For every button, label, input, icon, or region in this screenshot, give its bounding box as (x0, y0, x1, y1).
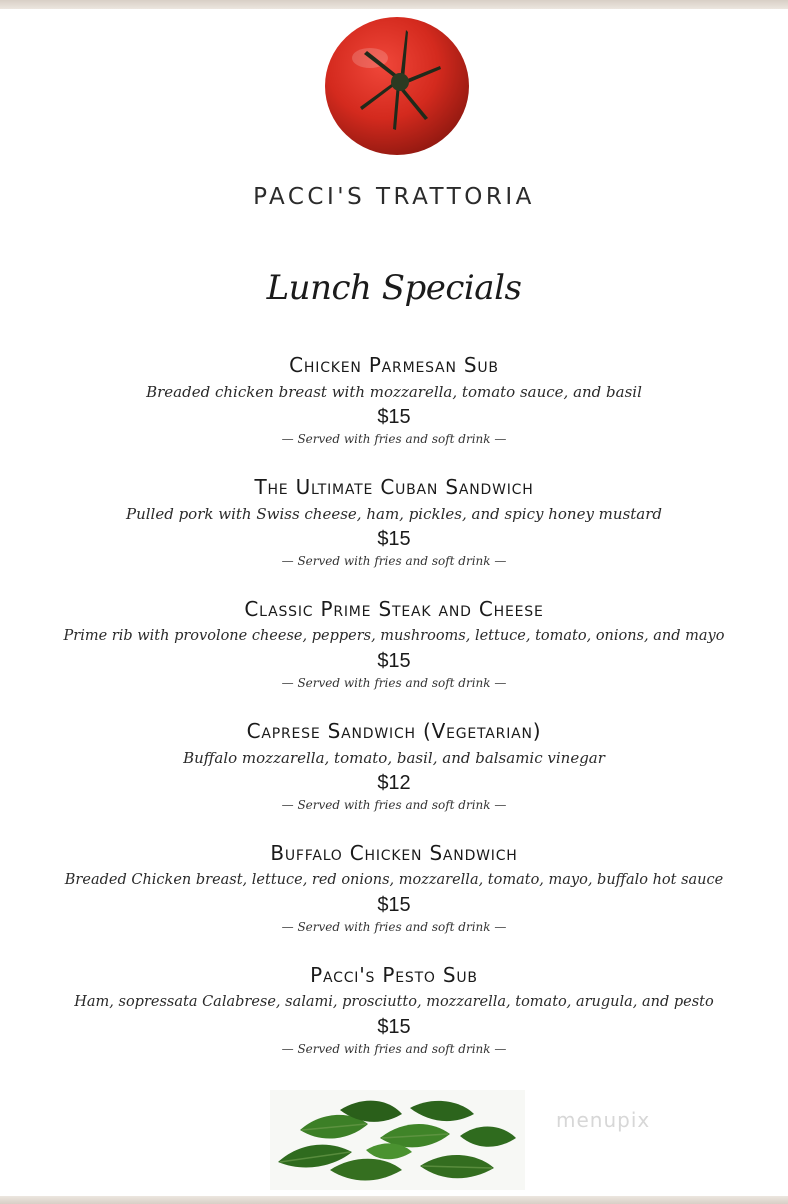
item-price: $15 (377, 894, 411, 916)
menu-item (0, 596, 788, 693)
item-price: $15 (377, 528, 411, 550)
item-price: $15 (377, 650, 411, 672)
item-description: Prime rib with provolone cheese, peppers, mushrooms, lettuce, tomato, onions, and mayo (63, 628, 725, 644)
item-price: $12 (377, 772, 411, 794)
tomato-icon (322, 10, 472, 158)
item-description: Pulled pork with Swiss cheese, ham, pickles, and spicy honey mustard (125, 505, 663, 523)
watermark: menupix (556, 1108, 651, 1132)
item-name: Buffalo Chicken Sandwich (270, 841, 518, 865)
item-note: — Served with fries and soft drink — (281, 1042, 507, 1056)
item-name: Chicken Parmesan Sub (289, 353, 499, 377)
item-name: Caprese Sandwich (Vegetarian) (246, 719, 542, 743)
menu-item (0, 352, 788, 449)
item-note: — Served with fries and soft drink — (281, 798, 507, 812)
restaurant-name: PACCI'S TRATTORIA (253, 184, 535, 210)
item-description: Breaded Chicken breast, lettuce, red onions, mozzarella, tomato, mayo, buffalo hot sauce (64, 872, 724, 888)
item-name: The Ultimate Cuban Sandwich (254, 475, 534, 499)
item-description: Breaded chicken breast with mozzarella, tomato sauce, and basil (146, 383, 642, 401)
menu-item (0, 962, 788, 1059)
basil-icon (270, 1090, 525, 1190)
section-title: Lunch Specials (266, 268, 522, 308)
item-name: Classic Prime Steak and Cheese (244, 597, 544, 621)
item-price: $15 (377, 1016, 411, 1038)
menu-item (0, 474, 788, 571)
item-description: Ham, sopressata Calabrese, salami, prosciutto, mozzarella, tomato, arugula, and pesto (74, 994, 714, 1010)
item-note: — Served with fries and soft drink — (281, 676, 507, 690)
item-note: — Served with fries and soft drink — (281, 432, 507, 446)
item-description: Buffalo mozzarella, tomato, basil, and balsamic vinegar (183, 749, 605, 767)
item-price: $15 (377, 406, 411, 428)
item-name: Pacci's Pesto Sub (310, 963, 478, 987)
menu-item (0, 840, 788, 937)
bottom-border (0, 1196, 788, 1204)
item-note: — Served with fries and soft drink — (281, 920, 507, 934)
menu-item (0, 718, 788, 815)
item-note: — Served with fries and soft drink — (281, 554, 507, 568)
top-border (0, 0, 788, 9)
